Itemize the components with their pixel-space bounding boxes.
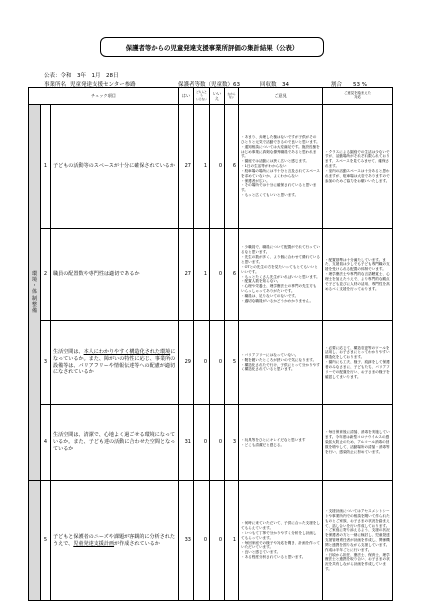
- opinion-cell: ・玩具等をひとにキレイだなと思います ・どこも清潔だと感じる。: [239, 405, 323, 481]
- check-item: [51, 105, 179, 229]
- check-item-text: 生活空間は、: [53, 348, 84, 355]
- header-row: [29, 88, 393, 105]
- check-item-text: 職員の配置数や専門性は適切であるか: [53, 271, 140, 278]
- count-yes: 31: [179, 405, 194, 481]
- header-yes: はい: [179, 88, 194, 105]
- count-unknown: 5: [225, 321, 239, 405]
- publication-date: 公表：令和 3年 1月 28日: [44, 73, 119, 79]
- table-row: [29, 229, 393, 321]
- header-item: チェック項目: [29, 88, 179, 105]
- response-cell: ・毎日保育後に清掃、消毒を実施しています。今年度は新型コロナウイルスの感染拡大防止のため、アルコール消毒の回数を増やして、活動場所の清掃・消毒等を行い、感染防止に努めています。: [323, 405, 393, 481]
- header-no: いいえ: [210, 88, 225, 105]
- opinion-cell: ・何時に来ていただいて、子供に合った支援をしてもらえています。 ・いつもて丁寧で分かりやすく分析をし計画してもらっています。 ・毎回家庭での様子や対応を聞き、計画を作っていただいています。 ・良いと感じています。 ・ある程度分析されていると思います。: [239, 481, 323, 601]
- table-body: [29, 105, 393, 601]
- count-unknown: 1: [225, 481, 239, 601]
- opinion-cell: ・少職員で、職員について配置がでれて行っているなと思います。 ・先生の数が多く、より個に合わせて優れていると思います。 ・OTとの先生の方を見たいってもとてもいいといいです。 ・もっとたくさん先生がいればいいと思います。 ・配置人数を知らない。 ・心理や栄養士、理学療法士の専門の先生方もいらっしゃってありがたいです。 ・職員は、足りないてのないです。 ・適切な職員がいるかどうかわかりません。: [239, 229, 323, 321]
- check-item-text: 子どもの活動等のスペースが十分に確保されているか: [53, 163, 175, 170]
- table-row: [29, 405, 393, 481]
- opinion-cell: ・あまり、弁理した様はないですが子供がそのひとりと元気で活動できるので良いと思います。 ・通知相談については大変満足です。施設長様をはじめ事業に真剣な優秀職員であると思われます。 ・園庭では活動には狭く広いと感じます。 ・1日の生活等がわからない ・駐車場の場所には不十分と言及されてスペースを求めていないか、よくわからない ・保護者が広い。 ・その場所では十分に確保されていると思います。 ・もっと広くてもいいと思います。: [239, 105, 323, 229]
- row-number: 5: [41, 481, 51, 601]
- check-item-text: 生活空間は、清潔で、心地よく過ごせる環境になっているか。また、子ども達の活動に合わせた空間となっているか: [53, 432, 176, 452]
- table-row: [29, 481, 393, 601]
- count-neither: 0: [194, 481, 210, 601]
- evaluation-table: [28, 87, 393, 601]
- header-opinion: ご意見: [239, 88, 323, 105]
- check-item-underlined: 児童発達支援計画: [73, 540, 115, 547]
- count-unknown: 6: [225, 105, 239, 229]
- row-number: 1: [41, 105, 51, 229]
- check-item: [51, 321, 179, 405]
- office-name: 児童発達支援センター参路: [70, 82, 136, 88]
- row-number: 3: [41, 321, 51, 405]
- count-neither: 1: [194, 229, 210, 321]
- check-item-underlined: 本人にわかりやすく構造化された環境: [83, 348, 171, 355]
- count-yes: 33: [179, 481, 194, 601]
- count-neither: 0: [194, 405, 210, 481]
- check-item: [51, 405, 179, 481]
- count-unknown: 6: [225, 229, 239, 321]
- category-cell: 環 境 ・ 体 制 整 備: [29, 105, 41, 481]
- count-yes: 27: [179, 105, 194, 229]
- count-no: 0: [210, 405, 225, 481]
- response-cell: ・必要に応じて、構造変更等のツールを活用し、お子さまにとってわかりやすい構造化をしております。 ・園内にも工夫、様子、痕跡をして保護者のみなさまに、子どもたち、バリアフリーでの配慮を行い、お子さまの様子を確認してまいります。: [323, 321, 393, 405]
- category-cell-empty: [29, 481, 41, 601]
- count-neither: 1: [194, 105, 210, 229]
- check-item-text: 子どもと保護者のニーズや課題が客観的に分析されたうえで、: [53, 533, 175, 547]
- count-no: 0: [210, 321, 225, 405]
- header-response: ご意見を踏まえた 対応: [323, 88, 393, 105]
- response-cell: ・クラスによる園庭での生活は少ないですが、活動場所がそれぞれ限られております、スペースを見てみませて、確保されます。 ・室内の活動スペースは十分あると思われますが、駐車場は大変でありますので参加のためご協力をお願いいたします。: [323, 105, 393, 229]
- table-row: [29, 321, 393, 405]
- count-yes: 29: [179, 321, 194, 405]
- table-row: [29, 105, 393, 229]
- count-no: 0: [210, 105, 225, 229]
- row-number: 4: [41, 405, 51, 481]
- page-title: 保護者等からの児童発達支援事業所評価の集計結果（公表）: [100, 37, 324, 57]
- response-cell: ・配置基準は十分満たしています。また、支援員は少しでも子ども専門職の支援を受けられる配置の体制でいます。 ・理学療法士や専門的な言語聴覚士、心理士を加えたうえで、より専門的な観点で子ども並びに人材の活用、専門性を高めるべく支援を行っております。: [323, 229, 393, 321]
- guardian-count: 保護者等数（児童数）63: [178, 82, 240, 88]
- office-label: 事業所名: [44, 82, 67, 88]
- check-item-text-cont: が作成されているか: [114, 540, 160, 547]
- response-rate: 割合 53 %: [331, 82, 367, 88]
- check-item-text-cont: になっているか。また、障がいの特性に応じ、事業所の設備等は、バリアフリーや情報伝達等への配慮が適切になされているか: [53, 348, 176, 376]
- header-unknown: わからない: [225, 88, 239, 105]
- response-cell: ・支援計画についてはアセスメントシートや事業所内での相談を聞いて作られたものとご家族、お子さまの状況を踏まえて、話し合いを行い作成しております。 ・ご家庭に寄り添えるよう、支援の状況を保護者の方と一緒に検討し、児童発達支援管理責任者が計画を作成し、関係機関と連携を図りながら支援しています。作成は半年ごとに行います。 ・日頃から担任、療法士、保育士、理学療法士と連携を取り合い、お子さまの状況を共有しながら計画を作成しています。: [323, 481, 393, 601]
- collected-count: 回収数 34: [260, 82, 289, 88]
- count-yes: 27: [179, 229, 194, 321]
- count-neither: 0: [194, 321, 210, 405]
- check-item: [51, 481, 179, 601]
- count-no: 0: [210, 229, 225, 321]
- count-unknown: 3: [225, 405, 239, 481]
- row-number: 2: [41, 229, 51, 321]
- header-neither: どちらとも いえない: [194, 88, 210, 105]
- check-item: [51, 229, 179, 321]
- count-no: 0: [210, 481, 225, 601]
- opinion-cell: ・バリアフリーにはなっていない。 ・靴を履いたところが狭いので気になります。 ・構造化されたで行け、子供にとって分かりやすく構造化されていると思います。: [239, 321, 323, 405]
